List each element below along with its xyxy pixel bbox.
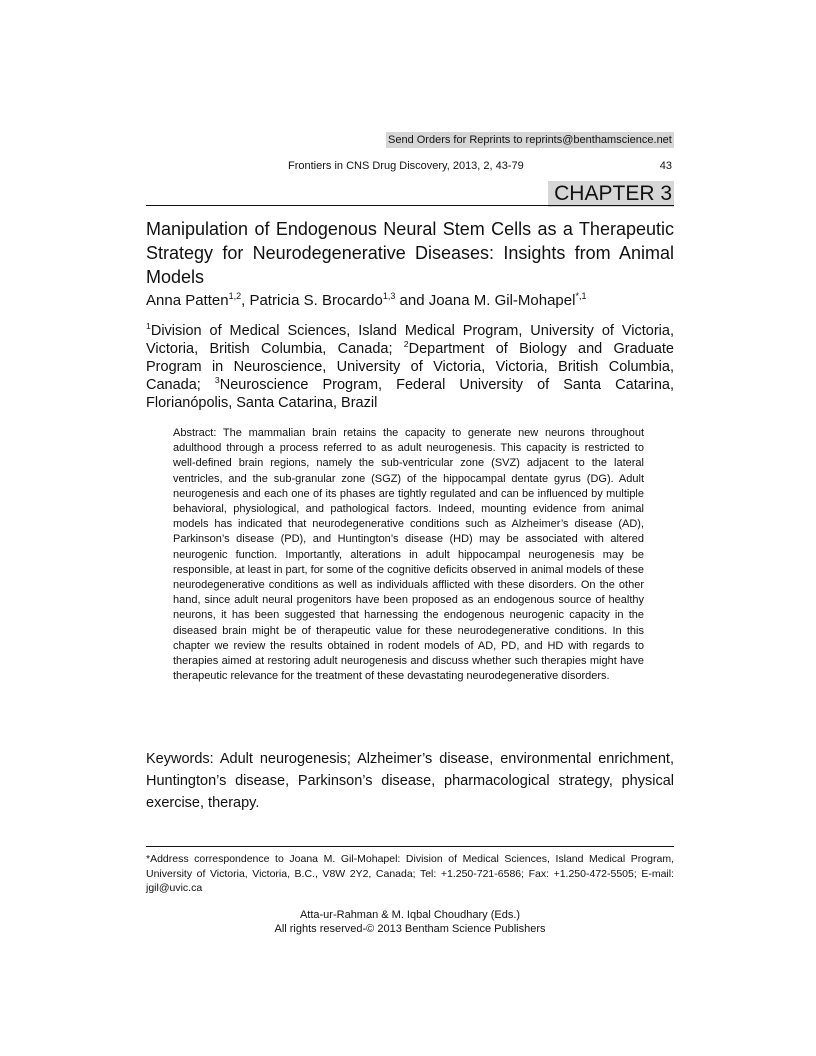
editors-line: Atta-ur-Rahman & M. Iqbal Choudhary (Eds.): [299, 909, 521, 921]
author-name: Patricia S. Brocardo: [249, 292, 383, 309]
affiliation-mark: 1: [146, 321, 151, 332]
author-separator: and: [395, 292, 429, 309]
author-affiliation-mark: *,1: [575, 291, 587, 301]
header-divider: [146, 205, 674, 206]
abstract-label: Abstract:: [173, 427, 217, 439]
author-affiliation-mark: 1,2: [228, 291, 242, 301]
correspondence-footnote: *Address correspondence to Joana M. Gil-Mohapel: Division of Medical Sciences, Island Medical Program, University of Victoria, Victoria, B.C., V8W 2Y2, Canada; Tel: +1.250-721-6586; Fax: +1.250-472-5505; E-mail: jgil@uvic.ca: [146, 853, 674, 894]
affiliation-mark: 3: [214, 375, 220, 386]
keywords: [146, 748, 674, 814]
author-name: Joana M. Gil-Mohapel: [428, 292, 576, 309]
author-affiliation-mark: 1,3: [382, 291, 396, 301]
keywords-label: Keywords:: [146, 751, 214, 767]
copyright-line: All rights reserved-© 2013 Bentham Science Publishers: [274, 923, 546, 935]
affiliation-text: Division of Medical Sciences, Island Medical Program, University of Victoria, Victoria, British Columbia, Canada;: [146, 323, 674, 357]
affiliation-mark: 2: [403, 339, 409, 350]
article-title: Manipulation of Endogenous Neural Stem Cells as a Therapeutic Strategy for Neurodegenerative Diseases: Insights from Animal Models: [146, 219, 674, 287]
author-separator: ,: [241, 292, 250, 309]
affiliations: [146, 322, 674, 412]
affiliation-text: Neuroscience Program, Federal University of Santa Catarina, Florianópolis, Santa Catarina, Brazil: [146, 377, 674, 411]
journal-citation: Frontiers in CNS Drug Discovery, 2013, 2, 43-79: [288, 160, 524, 172]
author-name: Anna Patten: [146, 292, 229, 309]
affiliation-text: Department of Biology and Graduate Program in Neuroscience, University of Victoria, Victoria, British Columbia, Canada;: [146, 341, 674, 393]
reprint-notice: Send Orders for Reprints to reprints@benthamscience.net: [388, 134, 672, 146]
footnote-divider: [146, 846, 674, 847]
abstract: [173, 426, 644, 684]
keywords-text: Adult neurogenesis; Alzheimer’s disease, environmental enrichment, Huntington’s disease, Parkinson’s disease, pharmacological strategy, physical exercise, therapy.: [146, 751, 674, 811]
chapter-label: CHAPTER 3: [548, 181, 674, 207]
author-list: [146, 291, 674, 311]
page-number: 43: [659, 160, 672, 172]
abstract-text: The mammalian brain retains the capacity to generate new neurons throughout adulthood through a process referred to as adult neurogenesis. This capacity is restricted to well-defined brain regions, namely the sub-ventricular zone (SVZ) adjacent to the lateral ventricles, and the sub-granular zone (SGZ) of the hippocampal dentate gyrus (DG). Adult neurogenesis and each one of its phases are tightly regulated and can be influenced by multiple behavioral, physiological, and pathological factors. Indeed, mounting evidence from animal models has indicated that neurodegenerative conditions such as Alzheimer’s disease (AD), Parkinson’s disease (PD), and Huntington’s disease (HD) may be associated with altered neurogenic function. Importantly, alterations in adult hippocampal neurogenesis may be responsible, at least in part, for some of the cognitive deficits observed in animal models of these neurodegenerative conditions as well as individuals afflicted with these disorders. On the other hand, since adult neural progenitors have been proposed as an endogenous source of healthy neurons, it has been suggested that harnessing the endogenous neurogenic capacity in the diseased brain might be of therapeutic value for these neurodegenerative conditions. In this chapter we review the results obtained in rodent models of AD, PD, and HD with regards to therapies aimed at restoring adult neurogenesis and discuss whether such therapies might have therapeutic relevance for the treatment of these devastating neurodegenerative disorders.: [173, 427, 644, 683]
